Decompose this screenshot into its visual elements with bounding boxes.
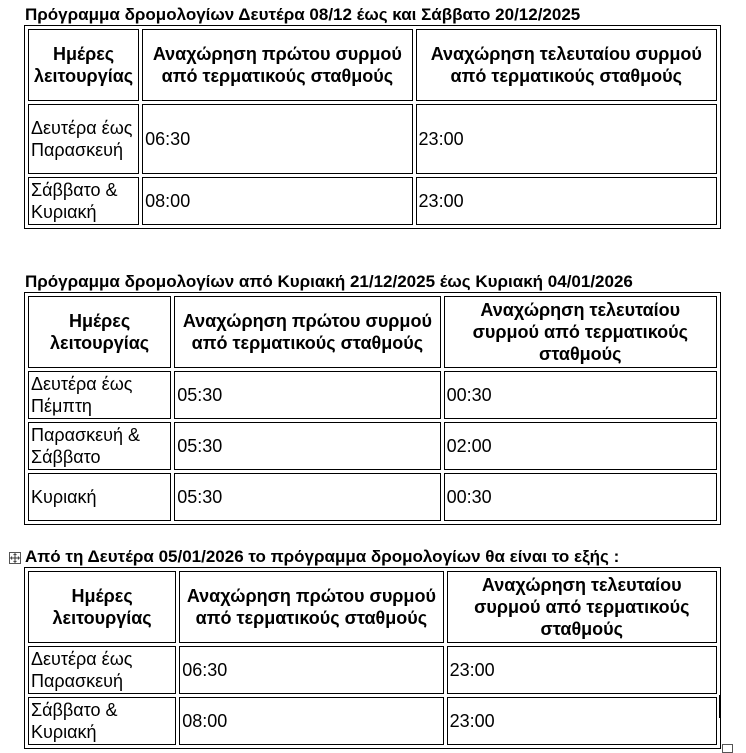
cell-days: Κυριακή <box>28 473 171 521</box>
cell-last-departure: 00:30 <box>444 473 717 521</box>
schedule-table-1 <box>24 25 721 229</box>
move-cross-icon[interactable] <box>9 552 21 564</box>
header-first-departure: Αναχώρηση πρώτου συρμού από τερματικούς σταθμούς <box>179 571 443 643</box>
table-row <box>28 177 717 225</box>
cell-first-departure: 05:30 <box>174 422 440 470</box>
table-row <box>28 422 717 470</box>
header-first-departure: Αναχώρηση πρώτου συρμού από τερματικούς σταθμούς <box>174 296 440 368</box>
table-row <box>28 646 717 694</box>
cell-first-departure: 05:30 <box>174 473 440 521</box>
table-row <box>28 371 717 419</box>
cell-last-departure: 23:00 <box>416 104 717 174</box>
cell-days: Δευτέρα έως Πέμπτη <box>28 371 171 419</box>
cell-last-departure: 23:00 <box>447 697 717 745</box>
cell-first-departure: 06:30 <box>179 646 443 694</box>
section-1-title: Πρόγραμμα δρομολογίων Δευτέρα 08/12 έως και Σάββατο 20/12/2025 <box>25 5 581 24</box>
header-first-departure: Αναχώρηση πρώτου συρμού από τερματικούς σταθμούς <box>142 29 412 101</box>
header-days: Ημέρες λειτουργίας <box>28 296 171 368</box>
cell-days: Δευτέρα έως Παρασκευή <box>28 104 139 174</box>
cell-last-departure: 00:30 <box>444 371 717 419</box>
schedule-table-3 <box>24 567 721 749</box>
cell-days: Δευτέρα έως Παρασκευή <box>28 646 176 694</box>
cell-first-departure: 05:30 <box>174 371 440 419</box>
section-2-title: Πρόγραμμα δρομολογίων από Κυριακή 21/12/2025 έως Κυριακή 04/01/2026 <box>25 272 633 291</box>
table-edge-marker <box>719 695 721 718</box>
table-header-row <box>28 29 717 101</box>
section-3-title: Από τη Δευτέρα 05/01/2026 το πρόγραμμα δρομολογίων θα είναι το εξής : <box>25 547 620 566</box>
cell-first-departure: 08:00 <box>179 697 443 745</box>
cell-first-departure: 08:00 <box>142 177 412 225</box>
table-header-row <box>28 296 717 368</box>
table-row <box>28 104 717 174</box>
cell-last-departure: 02:00 <box>444 422 717 470</box>
table-row <box>28 473 717 521</box>
cell-days: Σάββατο & Κυριακή <box>28 697 176 745</box>
header-last-departure: Αναχώρηση τελευταίου συρμού από τερματικούς σταθμούς <box>444 296 717 368</box>
header-last-departure: Αναχώρηση τελευταίου συρμού από τερματικούς σταθμούς <box>447 571 717 643</box>
table-row <box>28 697 717 745</box>
resize-square-icon[interactable] <box>722 744 733 753</box>
cell-days: Σάββατο & Κυριακή <box>28 177 139 225</box>
cell-last-departure: 23:00 <box>416 177 717 225</box>
schedule-table-2 <box>24 292 721 525</box>
header-last-departure: Αναχώρηση τελευταίου συρμού από τερματικούς σταθμούς <box>416 29 717 101</box>
cell-days: Παρασκευή & Σάββατο <box>28 422 171 470</box>
header-days: Ημέρες λειτουργίας <box>28 29 139 101</box>
table-header-row <box>28 571 717 643</box>
header-days: Ημέρες λειτουργίας <box>28 571 176 643</box>
cell-first-departure: 06:30 <box>142 104 412 174</box>
cell-last-departure: 23:00 <box>447 646 717 694</box>
